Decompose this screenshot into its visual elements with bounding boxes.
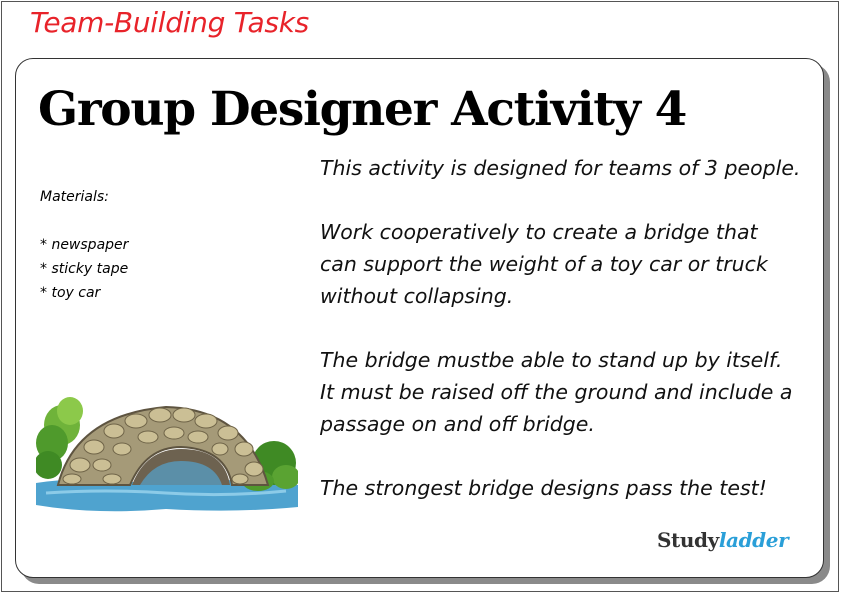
activity-title: Group Designer Activity 4 (38, 82, 687, 137)
material-item: * newspaper (40, 237, 129, 253)
description-line: The bridge mustbe able to stand up by itself. (320, 348, 783, 372)
description-line: can support the weight of a toy car or truck (320, 252, 768, 276)
studyladder-logo: Studyladder (657, 528, 789, 552)
page-header-title: Team-Building Tasks (30, 6, 309, 39)
activity-description (320, 152, 825, 504)
description-line: passage on and off bridge. (320, 412, 595, 436)
description-line: Work cooperatively to create a bridge that (320, 220, 758, 244)
materials-label: Materials: (40, 189, 109, 205)
material-item: * toy car (40, 285, 101, 301)
description-conclusion: The strongest bridge designs pass the test! (320, 476, 767, 500)
materials-list (40, 185, 128, 305)
description-line: without collapsing. (320, 284, 514, 308)
description-line: It must be raised off the ground and include a (320, 380, 793, 404)
stone-bridge-illustration (36, 385, 298, 515)
description-team-size: This activity is designed for teams of 3 people. (320, 156, 801, 180)
material-item: * sticky tape (40, 261, 129, 277)
